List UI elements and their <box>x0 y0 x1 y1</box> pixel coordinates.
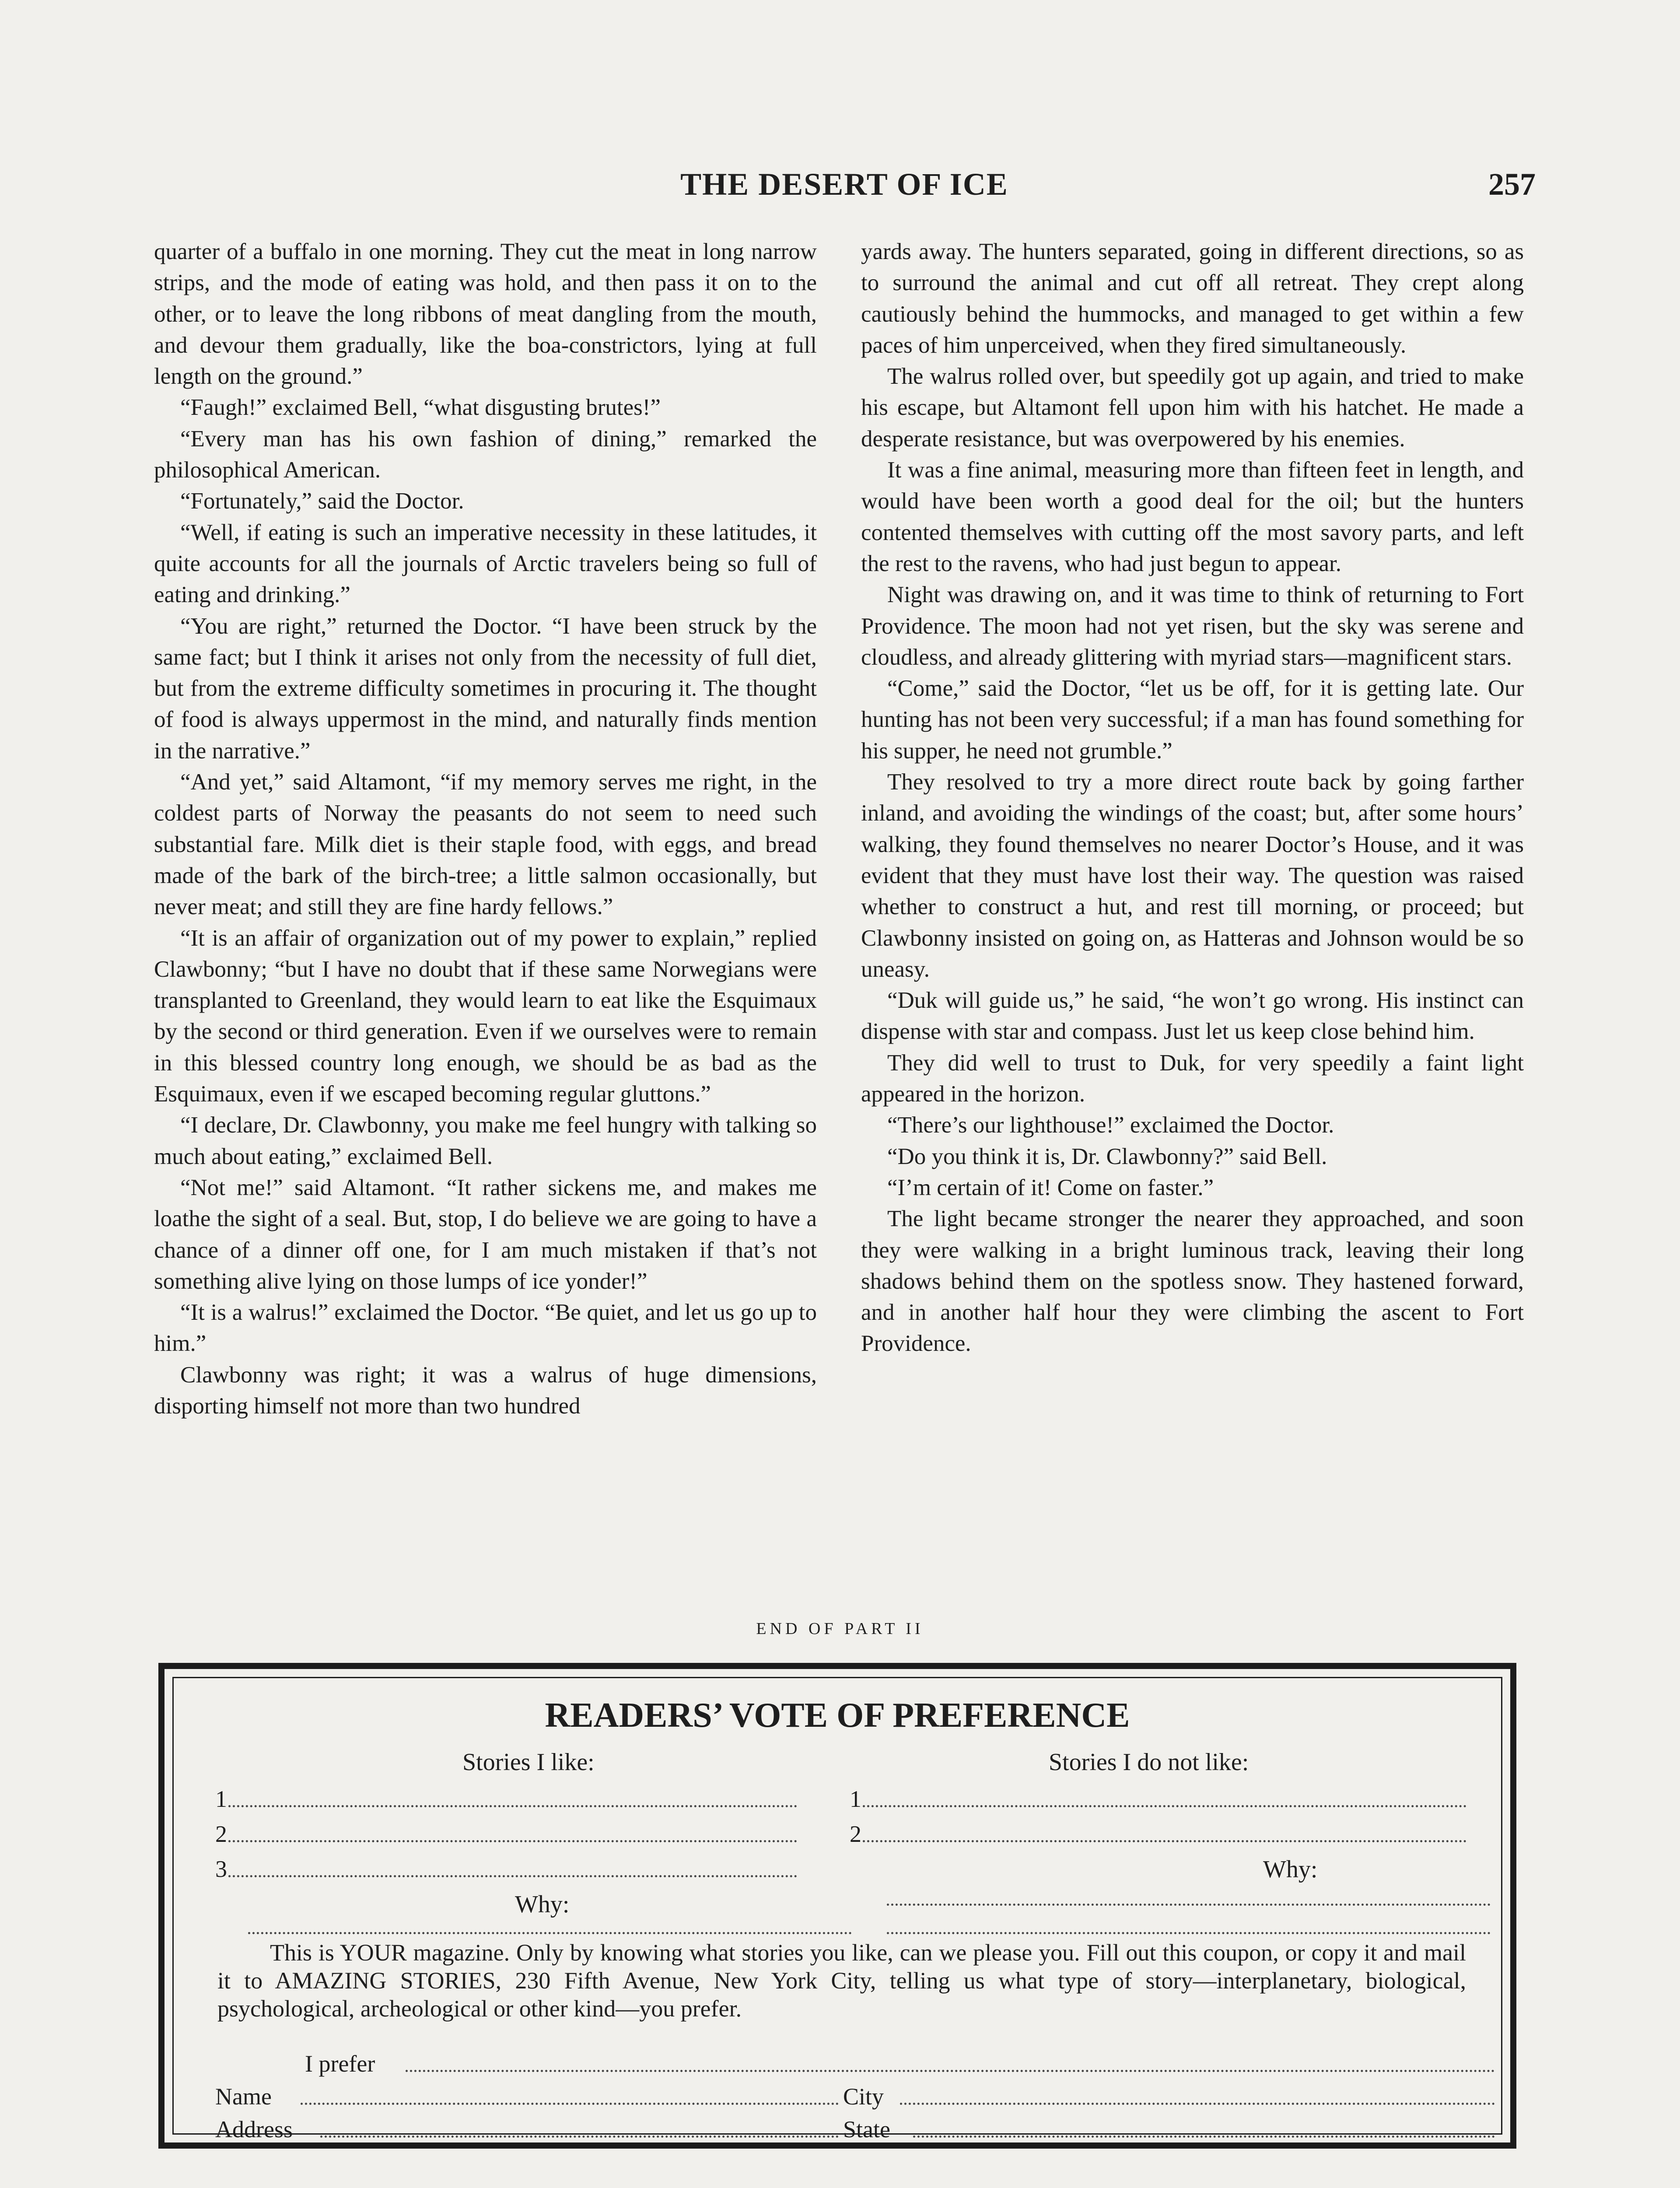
address-label: Address <box>215 2116 293 2142</box>
paragraph: “Not me!” said Altamont. “It rather sickens me, and makes me loathe the sight of a seal. But, stop, I do believe we are going to have a chance of a dinner off one, for I am much mistaken if that’s not something alive lying on those lumps of ice yonder!” <box>154 1175 817 1294</box>
paragraph: “I’m certain of it! Come on faster.” <box>887 1175 1214 1200</box>
address-line[interactable] <box>320 2135 839 2138</box>
paragraph: “You are right,” returned the Doctor. “I have been struck by the same fact; but I think it arises not only from the necessity of full diet, but from the extreme difficulty sometimes in procuring it. The thought of food is always uppermost in the mind, and naturally finds mention in the narrative.” <box>154 613 817 764</box>
page-header <box>153 166 1536 214</box>
like-line-3[interactable] <box>228 1875 797 1877</box>
end-of-part-note: END OF PART II <box>756 1620 924 1638</box>
name-label: Name <box>215 2083 272 2110</box>
dislike-line-1[interactable] <box>863 1805 1466 1807</box>
like-line-2[interactable] <box>228 1840 797 1842</box>
city-line[interactable] <box>900 2103 1495 2105</box>
paragraph: “There’s our lighthouse!” exclaimed the Doctor. <box>887 1112 1334 1138</box>
city-label: City <box>843 2083 884 2110</box>
paragraph: They did well to trust to Duk, for very speedily a faint light appeared in the horizon. <box>861 1050 1524 1107</box>
dislike-line-2[interactable] <box>863 1840 1466 1842</box>
paragraph: “Faugh!” exclaimed Bell, “what disgusting brutes!” <box>180 395 661 421</box>
like-line-1[interactable] <box>228 1805 797 1807</box>
why-label-right: Why: <box>1263 1856 1318 1883</box>
paragraph: Night was drawing on, and it was time to think of returning to Fort Providence. The moon had not yet risen, but the sky was serene and cloudless, and already glittering with myriad stars—magnificent stars. <box>861 582 1524 670</box>
page-number: 257 <box>1488 167 1536 202</box>
dislike-line-number: 2 <box>850 1821 861 1847</box>
paragraph: “Duk will guide us,” he said, “he won’t go wrong. His instinct can dispense with star and compass. Just let us keep close behind him. <box>861 988 1524 1045</box>
why-line-right-2[interactable] <box>887 1932 1491 1934</box>
paragraph: “Well, if eating is such an imperative necessity in these latitudes, it quite accounts for all the journals of Arctic travelers being so full of eating and drinking.” <box>154 519 817 608</box>
name-line[interactable] <box>301 2103 839 2105</box>
paragraph: The walrus rolled over, but speedily got up again, and tried to make his escape, but Altamont fell upon him with his hatchet. He made a desperate resistance, but was overpowered by his enemies. <box>861 364 1524 452</box>
like-line-number: 2 <box>215 1821 227 1847</box>
state-line[interactable] <box>913 2135 1495 2138</box>
readers-vote-coupon <box>158 1663 1516 2149</box>
paragraph: “And yet,” said Altamont, “if my memory serves me right, in the coldest parts of Norway the peasants do not seem to need such substantial fare. Milk diet is their staple food, with eggs, and bread made of the bark of the birch-tree; a little salmon occasionally, but never meat; and still they are fine hardy fellows.” <box>154 769 817 920</box>
paragraph: “It is a walrus!” exclaimed the Doctor. “Be quiet, and let us go up to him.” <box>154 1300 817 1357</box>
right-column <box>861 236 1524 1360</box>
prefer-line[interactable] <box>406 2070 1495 2072</box>
why-line-right-1[interactable] <box>887 1904 1491 1906</box>
paragraph: “Fortunately,” said the Doctor. <box>180 488 464 514</box>
paragraph: “Do you think it is, Dr. Clawbonny?” said Bell. <box>887 1143 1327 1169</box>
paragraph: “Come,” said the Doctor, “let us be off, for it is getting late. Our hunting has not been very successful; if a man has found something for his supper, he need not grumble.” <box>861 676 1524 764</box>
dislike-line-number: 1 <box>850 1786 861 1812</box>
like-line-number: 1 <box>215 1786 227 1812</box>
running-title: THE DESERT OF ICE <box>680 167 1008 202</box>
prefer-label: I prefer <box>305 2051 375 2077</box>
paragraph: yards away. The hunters separated, going in different directions, so as to surround the animal and cut off all retreat. They crept along cautiously behind the hummocks, and managed to get within a few paces of him unperceived, when they fired simultaneously. <box>861 239 1524 358</box>
paragraph: “Every man has his own fashion of dining,” remarked the philosophical American. <box>154 426 817 483</box>
why-label-left: Why: <box>515 1891 570 1918</box>
paragraph: The light became stronger the nearer they approached, and soon they were walking in a bright luminous track, leaving their long shadows behind them on the spotless snow. They hastened forward, and in another half hour they were climbing the ascent to Fort Providence. <box>861 1206 1524 1357</box>
stories-like-heading: Stories I like: <box>462 1749 595 1776</box>
paragraph: It was a fine animal, measuring more than fifteen feet in length, and would have been worth a good deal for the oil; but the hunters contented themselves with cutting off the most savory parts, and left the rest to the ravens, who had just begun to appear. <box>861 457 1524 576</box>
paragraph: “It is an affair of organization out of my power to explain,” replied Clawbonny; “but I have no doubt that if these same Norwegians were transplanted to Greenland, they would learn to eat like the Esquimaux by the second or third generation. Even if we ourselves were to remain in this blessed country long enough, we should be as bad as the Esquimaux, even if we escaped becoming regular gluttons.” <box>154 925 817 1107</box>
left-column <box>154 236 817 1422</box>
paragraph: quarter of a buffalo in one morning. They cut the meat in long narrow strips, and the mode of eating was hold, and then pass it on to the other, or to leave the long ribbons of meat dangling from the mouth, and devour them gradually, like the boa-constrictors, lying at full length on the ground.” <box>154 239 817 389</box>
like-line-number: 3 <box>215 1856 227 1882</box>
paragraph: “I declare, Dr. Clawbonny, you make me feel hungry with talking so much about eating,” exclaimed Bell. <box>154 1112 817 1169</box>
coupon-title: READERS’ VOTE OF PREFERENCE <box>545 1696 1130 1735</box>
state-label: State <box>843 2116 890 2142</box>
why-line-left[interactable] <box>248 1932 852 1934</box>
paragraph: They resolved to try a more direct route back by going farther inland, and avoiding the windings of the coast; but, after some hours’ walking, they found themselves no nearer Doctor’s House, and it was evident that they must have lost their way. The question was raised whether to construct a hut, and rest till morning, or proceed; but Clawbonny insisted on going on, as Hatteras and Johnson would be so uneasy. <box>861 769 1524 982</box>
coupon-inner-border <box>172 1677 1502 2142</box>
stories-dislike-heading: Stories I do not like: <box>1049 1749 1249 1776</box>
coupon-instructions: This is YOUR magazine. Only by knowing what stories you like, can we please you. Fill out this coupon, or copy it and mail it to AMAZING STORIES, 230 Fifth Avenue, New York City, telling us what type of story—interplanetary, biological, psychological, archeological or other kind—you prefer. <box>217 1939 1466 2022</box>
paragraph: Clawbonny was right; it was a walrus of huge dimensions, disporting himself not more than two hundred <box>154 1362 817 1419</box>
